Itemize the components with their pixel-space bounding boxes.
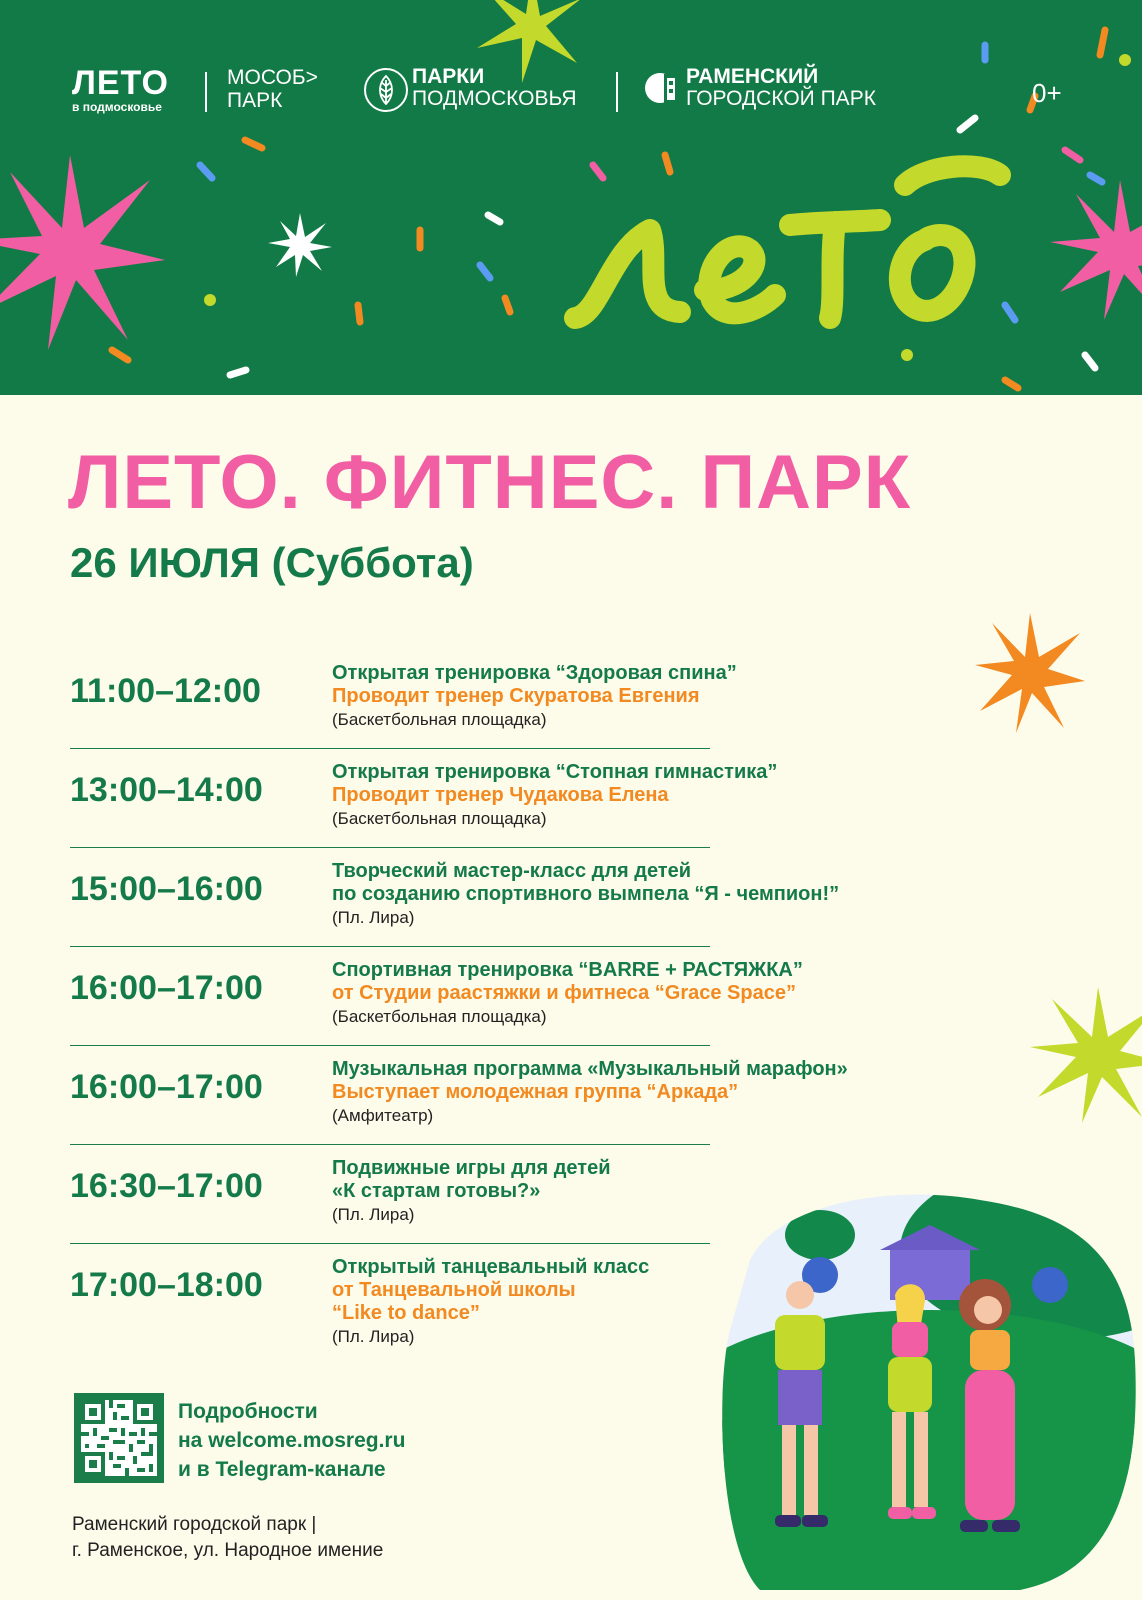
- leto-lettering: [575, 166, 1000, 318]
- schedule-row: [70, 650, 737, 749]
- event-time: 16:30–17:00: [70, 1167, 263, 1205]
- event-title-continued: «К стартам готовы?»: [332, 1180, 541, 1202]
- qr-code-icon: [81, 1400, 157, 1476]
- event-host: Выступает молодежная группа “Аркада”: [332, 1081, 739, 1103]
- event-info: [332, 959, 952, 1029]
- event-date: 26 ИЮЛЯ (Суббота): [70, 539, 474, 586]
- event-time: 11:00–12:00: [70, 672, 261, 710]
- mosobl-logo-line1: МОСОБ>: [227, 66, 318, 89]
- event-place: (Пл. Лира): [332, 908, 415, 927]
- orange-star-icon: [975, 608, 1085, 738]
- address-line1: Раменский городской парк |: [72, 1514, 317, 1535]
- more-info-line1: Подробности: [178, 1400, 318, 1423]
- event-title: Музыкальная программа «Музыкальный марафон»: [332, 1058, 848, 1080]
- age-rating: 0+: [1032, 78, 1062, 108]
- telegram-link[interactable]: и в Telegram-канале: [178, 1458, 386, 1481]
- event-place: (Амфитеатр): [332, 1106, 434, 1125]
- event-host-continued: “Like to dance”: [332, 1302, 480, 1324]
- event-info: [332, 860, 952, 930]
- park-address: [72, 1512, 383, 1564]
- leaf-icon: [364, 68, 408, 112]
- event-info: [332, 1058, 952, 1128]
- page-title: ЛЕТО. ФИТНЕС. ПАРК: [68, 440, 912, 525]
- event-time: 16:00–17:00: [70, 1068, 263, 1106]
- event-time: 17:00–18:00: [70, 1266, 263, 1304]
- event-time: 13:00–14:00: [70, 771, 263, 809]
- event-title: Творческий мастер-класс для детей: [332, 860, 692, 882]
- event-title: Открытый танцевальный класс: [332, 1256, 650, 1278]
- event-time: 16:00–17:00: [70, 969, 263, 1007]
- schedule-row: [70, 947, 803, 1046]
- event-title: Подвижные игры для детей: [332, 1157, 611, 1179]
- header-banner: [0, 0, 1142, 395]
- lime-star-right-icon: [1018, 985, 1142, 1125]
- leto-logo: [72, 66, 169, 114]
- event-title-continued: по созданию спортивного вымпела “Я - чемпион!”: [332, 883, 840, 905]
- event-title: Спортивная тренировка “BARRE + РАСТЯЖКА”: [332, 959, 803, 981]
- schedule-row: [70, 1244, 710, 1346]
- logo-divider: [205, 72, 207, 112]
- white-star-icon: [268, 213, 332, 277]
- event-time: 15:00–16:00: [70, 870, 263, 908]
- leto-logo-subtext: в подмосковье: [72, 100, 162, 114]
- event-place: (Пл. Лира): [332, 1205, 415, 1224]
- event-info: [332, 662, 952, 732]
- website-link[interactable]: на welcome.mosreg.ru: [178, 1429, 406, 1452]
- event-host: Проводит тренер Чудакова Елена: [332, 784, 669, 806]
- castle-icon: [644, 68, 682, 110]
- partner-logos: [72, 66, 1102, 126]
- ramen-logo-line1: РАМЕНСКИЙ: [686, 65, 819, 88]
- event-host: от Танцевальной школы: [332, 1279, 576, 1301]
- mosobl-park-logo: [227, 66, 318, 112]
- leto-logo-text: ЛЕТО: [72, 64, 169, 102]
- more-info: [178, 1397, 405, 1484]
- parki-logo-line2: ПОДМОСКОВЬЯ: [412, 87, 577, 110]
- event-title: Открытая тренировка “Здоровая спина”: [332, 662, 737, 684]
- address-line2: г. Раменское, ул. Народное имение: [72, 1540, 384, 1561]
- event-place: (Баскетбольная площадка): [332, 809, 547, 828]
- event-info: [332, 761, 952, 831]
- pink-star-icon: [0, 155, 165, 350]
- schedule-row: [70, 1046, 848, 1145]
- fitness-people-illustration: [720, 1190, 1140, 1590]
- qr-code[interactable]: [74, 1393, 164, 1483]
- mosobl-logo-line2: ПАРК: [227, 89, 283, 112]
- schedule-row: [70, 1145, 710, 1244]
- ramen-logo-line2: ГОРОДСКОЙ ПАРК: [686, 87, 876, 110]
- event-place: (Баскетбольная площадка): [332, 1007, 547, 1026]
- event-host: Проводит тренер Скуратова Евгения: [332, 685, 700, 707]
- event-host: от Студии раастяжки и фитнеса “Grace Space”: [332, 982, 796, 1004]
- schedule-row: [70, 749, 778, 848]
- parki-logo-line1: ПАРКИ: [412, 65, 485, 88]
- event-place: (Баскетбольная площадка): [332, 710, 547, 729]
- schedule-list: [70, 650, 848, 1346]
- logo-divider: [616, 72, 618, 112]
- header-decoration: [0, 0, 1142, 395]
- schedule-row: [70, 848, 840, 947]
- pink-star-right-icon: [1050, 180, 1142, 320]
- event-place: (Пл. Лира): [332, 1327, 415, 1346]
- event-title: Открытая тренировка “Стопная гимнастика”: [332, 761, 778, 783]
